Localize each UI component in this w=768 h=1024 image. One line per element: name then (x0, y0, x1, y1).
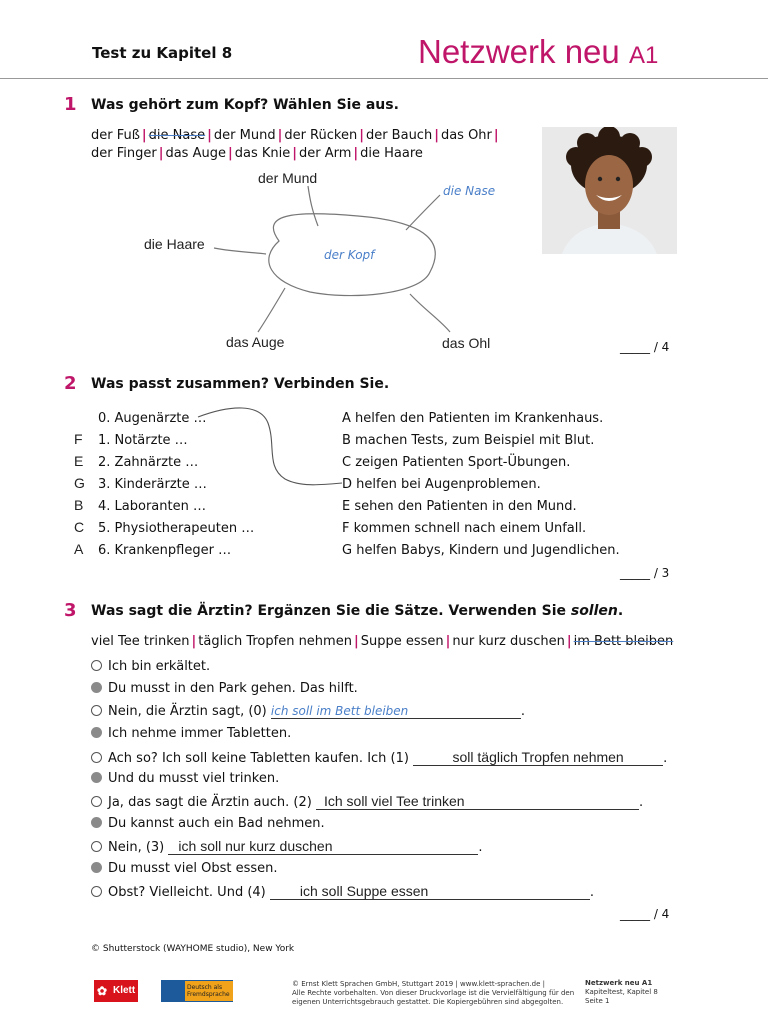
open-circle-icon (91, 752, 102, 763)
list-item: D helfen bei Augenproblemen. (342, 477, 541, 492)
answer-blank[interactable]: soll täglich Tropfen nehmen (413, 749, 663, 766)
line-end: . (589, 884, 595, 900)
daf-line1: Deutsch als (187, 984, 223, 991)
answer-letter: A (74, 541, 84, 557)
line-end: . (638, 795, 644, 811)
open-circle-icon (91, 705, 102, 716)
task2-title: Was passt zusammen? Verbinden Sie. (91, 376, 390, 392)
connecting-line (190, 405, 350, 495)
list-item: A helfen den Patienten im Krankenhaus. (342, 411, 604, 426)
klett-label: Klett (113, 985, 136, 996)
filled-circle-icon (91, 862, 102, 873)
answer-blank[interactable]: Ich soll viel Tee trinken (316, 793, 639, 810)
item-text: 2. Zahnärzte … (98, 455, 199, 470)
answer-letter: E (74, 453, 84, 469)
list-item: F kommen schnell nach einem Unfall. (342, 521, 587, 536)
list-item: G helfen Babys, Kindern und Jugendlichen. (342, 543, 620, 558)
task1-title: Was gehört zum Kopf? Wählen Sie aus. (91, 97, 399, 113)
word: nur kurz duschen (452, 634, 565, 649)
klett-logo (94, 980, 138, 1002)
title-text: Was sagt die Ärztin? Ergänzen Sie die Sätze. Verwenden Sie (91, 603, 571, 619)
item-text: 3. Kinderärzte … (98, 477, 207, 492)
line-text: Ich bin erkältet. (108, 659, 211, 674)
item-text: 5. Physiotherapeuten … (98, 521, 255, 536)
line-text: Und du musst viel trinken. (108, 770, 280, 786)
answer-blank[interactable]: ich soll Suppe essen (270, 883, 590, 900)
task3-word-bank: viel Tee trinken | täglich Tropfen nehmen | Suppe essen | nur kurz duschen | im Bett bleiben (91, 634, 674, 649)
list-item: C zeigen Patienten Sport-Übungen. (342, 455, 571, 470)
title-end: . (617, 603, 624, 619)
line-text: Ja, das sagt die Ärztin auch. (2) (108, 795, 312, 811)
word: der Rücken (284, 128, 358, 143)
book-info (585, 979, 658, 1006)
open-circle-icon (91, 841, 102, 852)
answer-letter: C (74, 519, 85, 535)
list-item: E sehen den Patienten in den Mund. (342, 499, 577, 514)
answer-letter: G (74, 475, 85, 491)
task2-number: 2 (64, 373, 77, 394)
answer-letter: F (74, 431, 83, 447)
open-circle-icon (91, 660, 102, 671)
dialogue-line (91, 861, 667, 883)
line-text: Nein, die Ärztin sagt, (0) (108, 703, 267, 719)
line-text: Ich nehme immer Tabletten. (108, 726, 292, 742)
answer-blank[interactable]: ich soll im Bett bleiben (271, 704, 521, 719)
dialogue-line (91, 883, 667, 905)
page-number: Seite 1 (585, 997, 610, 1005)
word: der Fuß (91, 128, 140, 143)
book-title: Netzwerk neu A1 (585, 979, 653, 987)
line-end: . (663, 750, 668, 766)
word: das Auge (165, 146, 226, 161)
line-text: Ach so? Ich soll keine Tabletten kaufen. Ich (1) (108, 750, 409, 766)
man-photo (542, 127, 677, 254)
word: täglich Tropfen nehmen (198, 634, 352, 649)
dialogue-line (91, 749, 667, 771)
dialogue-line (91, 771, 667, 793)
klett-icon: ✿ (97, 984, 108, 998)
open-circle-icon (91, 796, 102, 807)
word-struck: im Bett bleiben (573, 634, 674, 649)
dialogue-line (91, 659, 667, 681)
answer-blank[interactable]: ich soll nur kurz duschen (168, 838, 478, 855)
item-text: 1. Notärzte … (98, 433, 188, 448)
task1-word-bank-line1: der Fuß | die Nase | der Mund | der Rücken | der Bauch | das Ohr | (91, 128, 499, 143)
mindmap-top: der Mund (258, 170, 318, 186)
dialogue-line (91, 704, 667, 726)
copyright-line: eigenen Unterrichtsgebrauch gestattet. Die Kopiergebühren sind abgegolten. (292, 998, 564, 1006)
dialogue-line (91, 816, 667, 838)
dialogue-line (91, 793, 667, 815)
task3-score: _____ / 4 (620, 907, 670, 921)
photo-credit: © Shutterstock (WAYHOME studio), New York (91, 944, 295, 954)
task3-title (91, 603, 623, 619)
task1-number: 1 (64, 94, 77, 115)
word: das Knie (234, 146, 291, 161)
task2-score: _____ / 3 (620, 566, 670, 580)
dialogue-line (91, 726, 667, 748)
line-text: Nein, (3) (108, 840, 165, 856)
daf-line2: Fremdsprache (187, 991, 230, 998)
brand-name: Netzwerk neu (418, 33, 620, 70)
word: der Arm (298, 146, 352, 161)
filled-circle-icon (91, 772, 102, 783)
item-text: 4. Laboranten … (98, 499, 206, 514)
filled-circle-icon (91, 817, 102, 828)
mindmap-center: der Kopf (324, 248, 375, 262)
line-text: Obst? Vielleicht. Und (4) (108, 884, 266, 900)
dialogue (91, 659, 667, 905)
word: der Bauch (365, 128, 433, 143)
item-text: 0. Augenärzte … (98, 411, 207, 426)
dialogue-line (91, 681, 667, 703)
title-emphasis: sollen (570, 603, 618, 619)
brand-level: A1 (628, 42, 659, 69)
header-divider (0, 78, 768, 79)
open-circle-icon (91, 886, 102, 897)
item-text: 6. Krankenpfleger … (98, 543, 232, 558)
copyright-line: © Ernst Klett Sprachen GmbH, Stuttgart 2019 | www.klett-sprachen.de | (292, 980, 545, 988)
task2-right-column (342, 411, 620, 565)
answer-letter: B (74, 497, 84, 513)
line-end: . (520, 703, 526, 719)
filled-circle-icon (91, 727, 102, 738)
test-title: Test zu Kapitel 8 (92, 44, 233, 62)
mindmap-bottom-left: das Auge (226, 334, 285, 350)
word: der Finger (91, 146, 157, 161)
word: die Haare (360, 146, 423, 161)
mindmap-left: die Haare (144, 236, 205, 252)
word: viel Tee trinken (91, 634, 190, 649)
line-text: Du musst in den Park gehen. Das hilft. (108, 681, 358, 697)
task1-word-bank-line2: der Finger | das Auge | das Knie | der Arm | die Haare (91, 146, 423, 161)
word: der Mund (213, 128, 276, 143)
mindmap-top-right: die Nase (443, 184, 496, 198)
filled-circle-icon (91, 682, 102, 693)
list-item: B machen Tests, zum Beispiel mit Blut. (342, 433, 595, 448)
line-end: . (478, 840, 483, 856)
copyright-note (292, 980, 574, 1007)
copyright-line: Alle Rechte vorbehalten. Von dieser Druckvorlage ist die Vervielfältigung für den (292, 989, 575, 997)
daf-logo (161, 980, 233, 1002)
word: das Ohr (440, 128, 492, 143)
mindmap-bottom-right: das Ohl (442, 335, 491, 351)
mindmap (140, 160, 520, 360)
book-subtitle: Kapiteltest, Kapitel 8 (585, 988, 658, 996)
brand-logo (418, 33, 658, 71)
dialogue-line (91, 838, 667, 860)
word-struck: die Nase (148, 128, 206, 143)
task3-number: 3 (64, 600, 77, 621)
word: Suppe essen (360, 634, 444, 649)
line-text: Du musst viel Obst essen. (108, 860, 278, 876)
line-text: Du kannst auch ein Bad nehmen. (108, 815, 325, 831)
task1-score: _____ / 4 (620, 340, 670, 354)
